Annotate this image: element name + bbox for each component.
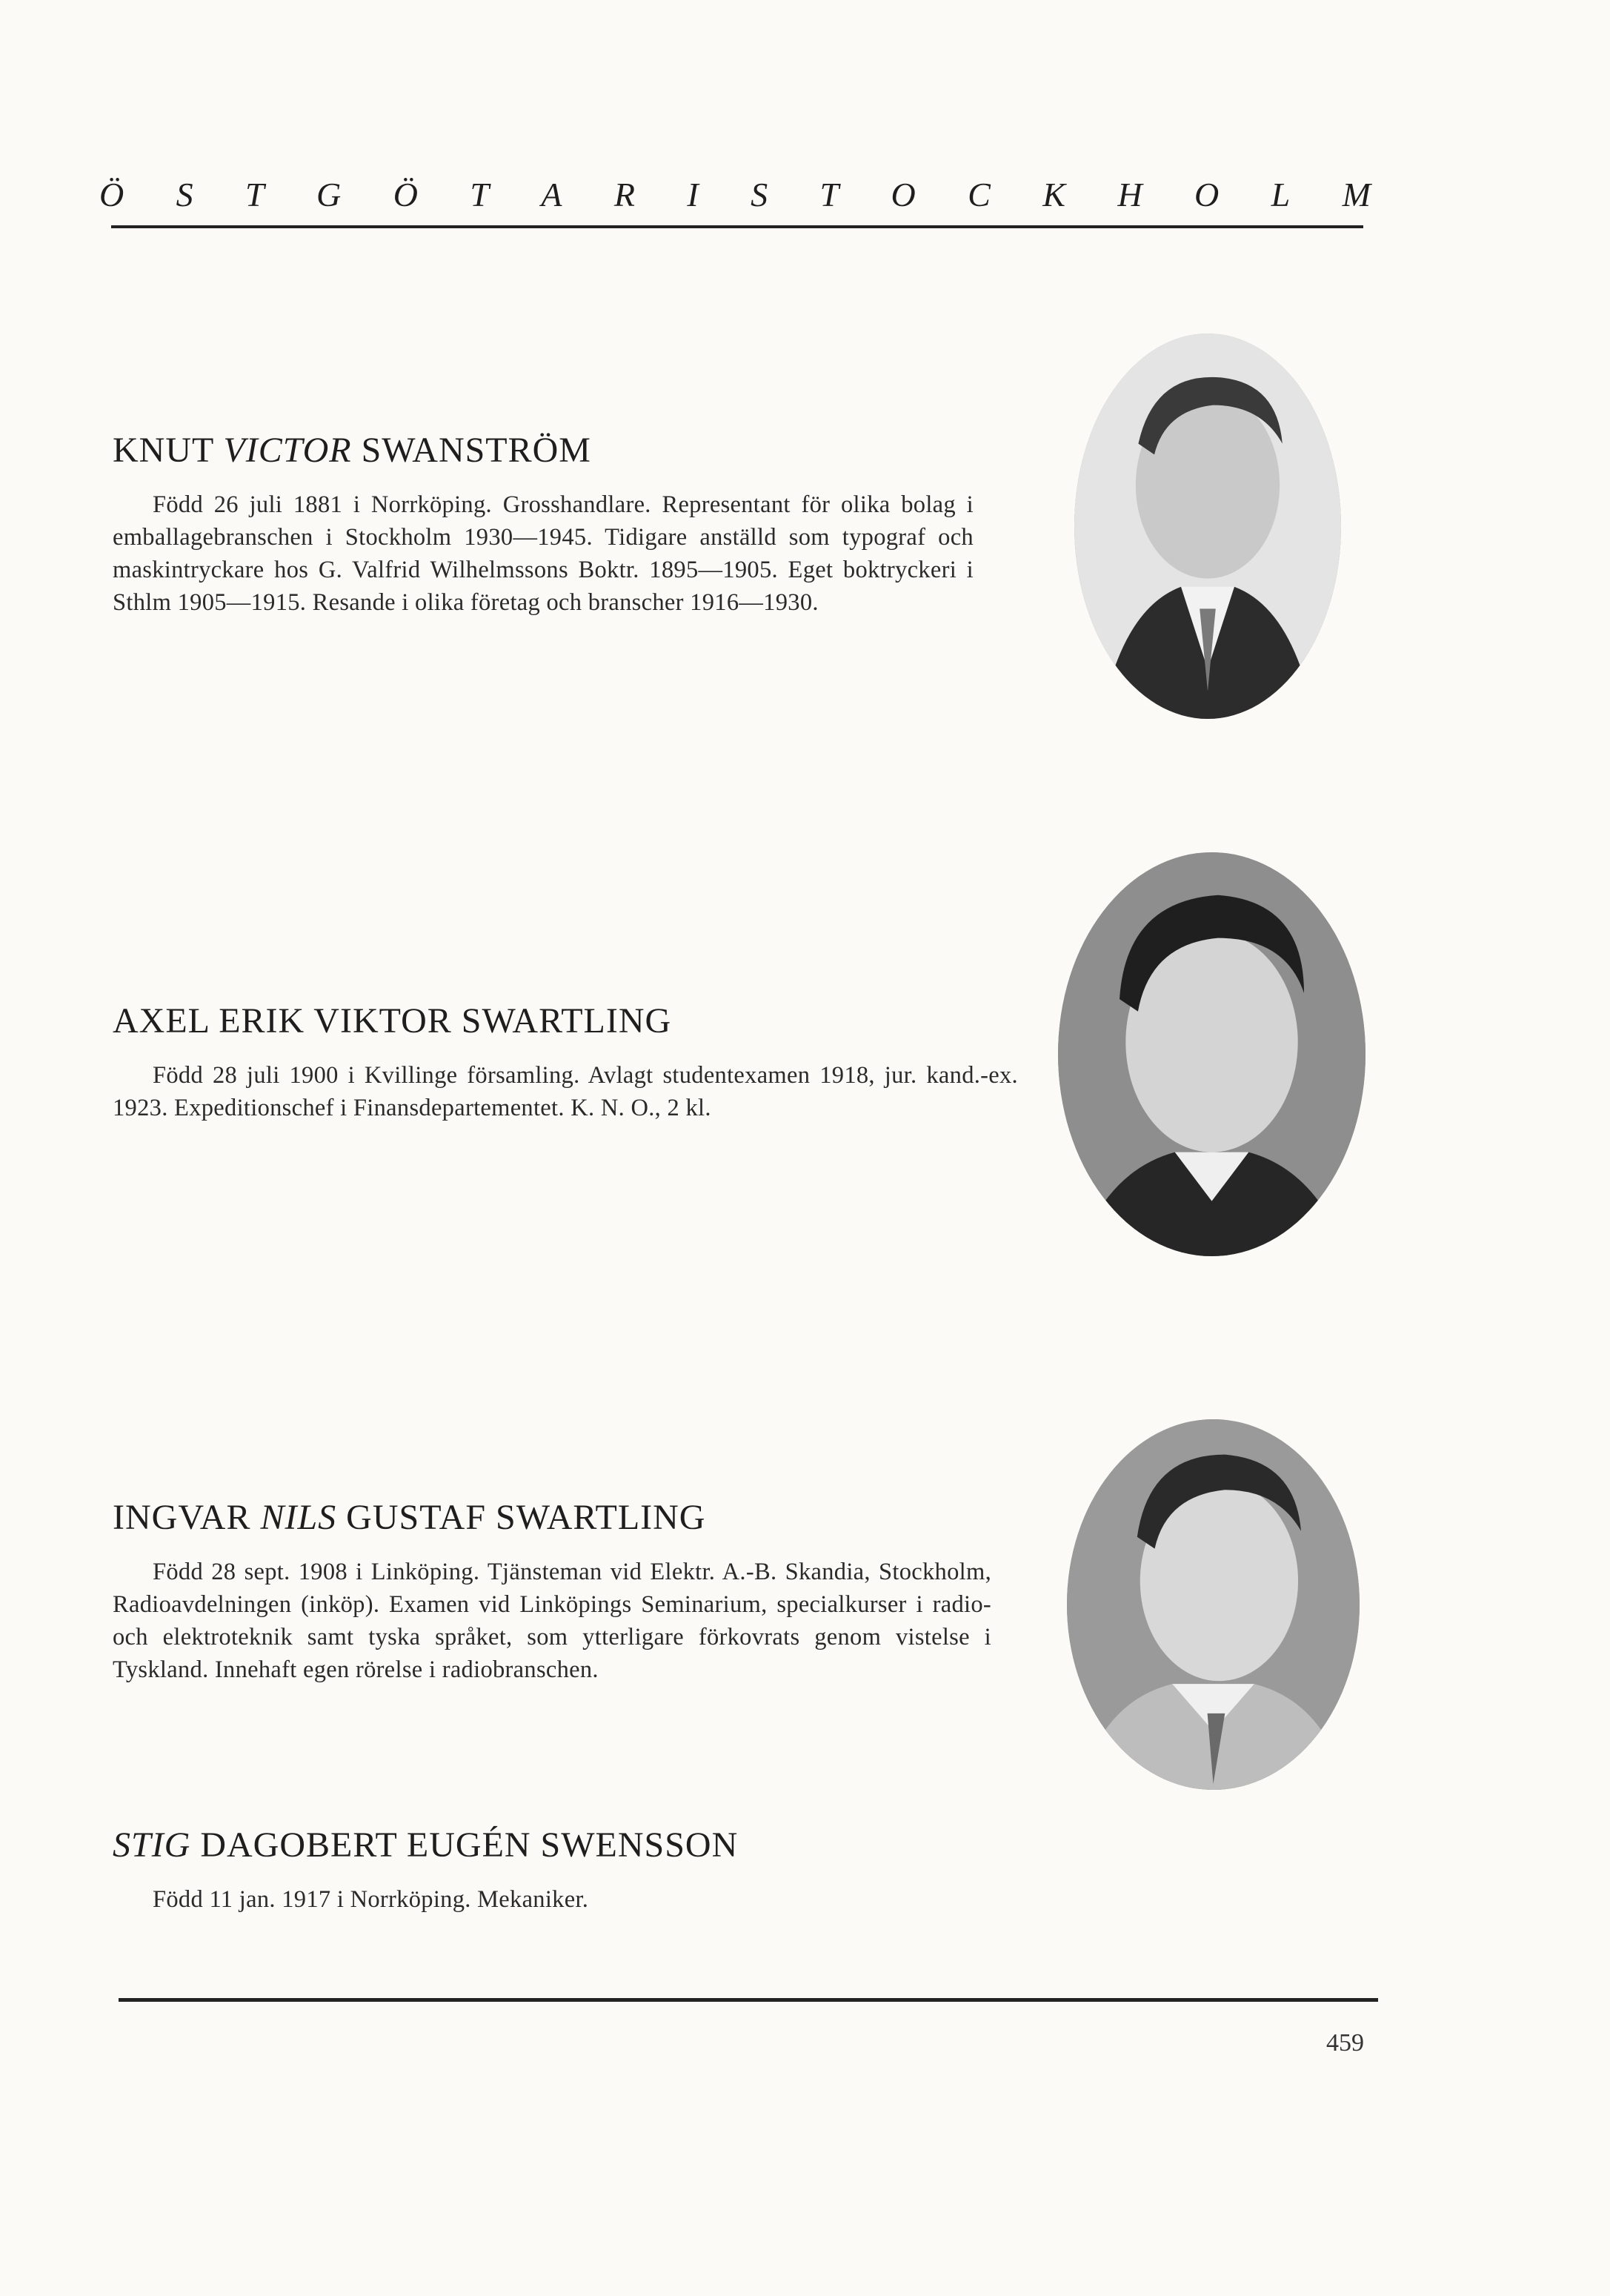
header-letter: T xyxy=(245,176,265,213)
entry-swanstrom xyxy=(113,430,987,619)
header-letter: A xyxy=(541,176,562,213)
header-letter: O xyxy=(891,176,916,213)
header-letter: G xyxy=(316,176,342,213)
entry-stig-swensson xyxy=(113,1825,987,1916)
header-letter: M xyxy=(1342,176,1371,213)
portrait-silhouette xyxy=(1058,852,1365,1256)
header-letter: S xyxy=(751,176,768,213)
entry-name: INGVAR NILS GUSTAF SWARTLING xyxy=(113,1498,706,1537)
entry-ingvar-swartling xyxy=(113,1497,991,1686)
footer-rule xyxy=(119,1998,1378,2002)
portrait-photo xyxy=(1074,334,1341,719)
portrait-photo xyxy=(1058,852,1365,1256)
entry-bio: Född 28 juli 1900 i Kvillinge församling. Avlagt studentexamen 1918, jur. kand.-ex. 1923. Expeditionschef i Finansdepartementet. K. N. O., 2 kl. xyxy=(113,1062,1018,1121)
header-letter: H xyxy=(1117,176,1142,213)
running-header xyxy=(99,175,1371,214)
entry-bio: Född 11 jan. 1917 i Norrköping. Mekaniker. xyxy=(153,1886,589,1913)
header-letter: T xyxy=(470,176,489,213)
header-letter: O xyxy=(1194,176,1220,213)
portrait-photo xyxy=(1067,1419,1360,1790)
header-rule xyxy=(111,225,1363,228)
entry-name: STIG DAGOBERT EUGÉN SWENSSON xyxy=(113,1825,739,1865)
header-letter: K xyxy=(1042,176,1065,213)
header-letter: C xyxy=(968,176,991,213)
entry-name: KNUT VICTOR SWANSTRÖM xyxy=(113,431,591,470)
header-letter: L xyxy=(1271,176,1291,213)
portrait-silhouette xyxy=(1074,334,1341,719)
portrait-silhouette xyxy=(1067,1419,1360,1790)
header-letter: S xyxy=(176,176,193,213)
entry-bio: Född 28 sept. 1908 i Linköping. Tjänsteman vid Elektr. A.-B. Skandia, Stockholm, Radioavdelningen (inköp). Examen vid Linköpings Seminarium, specialkurser i radio- och elektroteknik samt tyska språket, som ytterligare förkovrats genom vistelse i Tyskland. Innehaft egen rörelse i radiobranschen. xyxy=(113,1559,991,1683)
header-letter: I xyxy=(687,176,699,213)
entry-bio: Född 26 juli 1881 i Norrköping. Grosshandlare. Representant för olika bolag i emballagebranschen i Stockholm 1930—1945. Tidigare anställd som typograf och maskintryckare hos G. Valfrid Wilhelmssons Boktr. 1895—1905. Eget boktryckeri i Sthlm 1905—1915. Resande i olika företag och branscher 1916—1930. xyxy=(113,491,974,616)
entry-axel-swartling xyxy=(113,1001,1018,1124)
page-number: 459 xyxy=(1326,2029,1364,2057)
header-letter: R xyxy=(613,176,635,213)
header-letter: Ö xyxy=(99,176,124,213)
entry-name: AXEL ERIK VIKTOR SWARTLING xyxy=(113,1001,672,1041)
header-letter: T xyxy=(819,176,839,213)
header-letter: Ö xyxy=(393,176,418,213)
